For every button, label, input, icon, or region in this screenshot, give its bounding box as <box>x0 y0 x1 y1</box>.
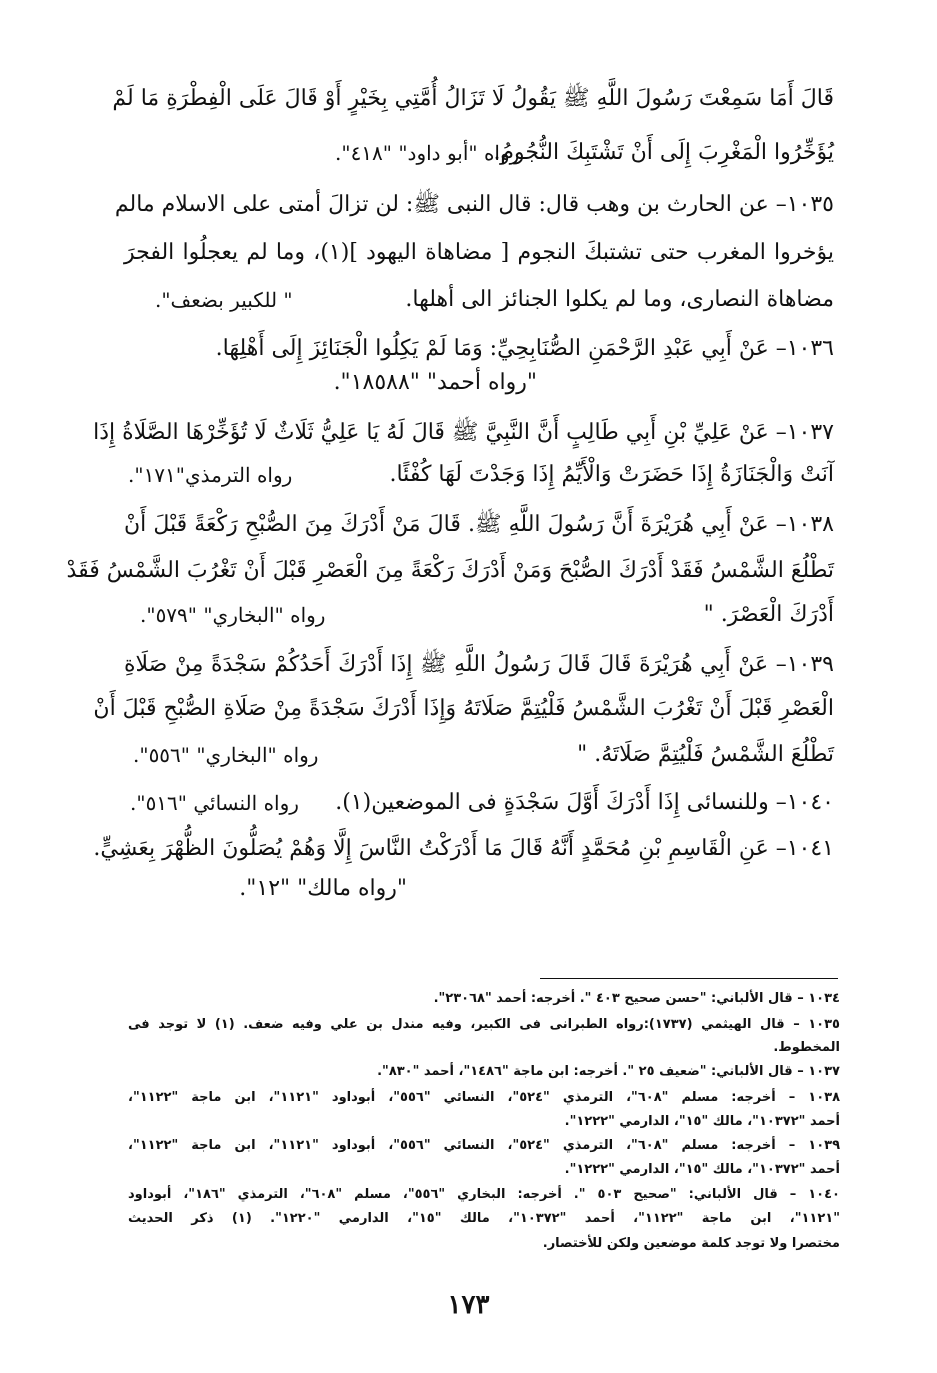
hadith-line: ١٠٤١– عَنِ الْقَاسِمِ بْنِ مُحَمَّدٍ أَنَّهُ قَالَ مَا أَدْرَكْتُ النَّاسَ إِلَّا وَهُمْ يُصَلُّونَ الظُّهْرَ بِعَشِيٍّ. <box>93 836 834 861</box>
hadith-reference: رواه الترمذي"١٧١". <box>128 463 293 487</box>
hadith-line: آنَتْ وَالْجَنَازَةُ إِذَا حَضَرَتْ وَالْأَيِّمُ إِذَا وَجَدْتَ لَهَا كُفْئًا. <box>389 462 834 487</box>
hadith-line: ١٠٤٠– وللنسائى إِذَا أَدْرَكَ أَوَّلَ سَجْدَةٍ فى الموضعين(١). <box>335 790 834 815</box>
hadith-reference: رواه النسائي "٥١٦". <box>130 791 299 815</box>
hadith-line: قَالَ أَمَا سَمِعْتَ رَسُولَ اللَّهِ ﷺ يَقُولُ لَا تَزَالُ أُمَّتِي بِخَيْرٍ أَوْ قَالَ عَلَى الْفِطْرَةِ مَا لَمْ <box>112 86 834 111</box>
footnote-line: المخطوط. <box>773 1040 840 1055</box>
hadith-reference: "رواه مالك" "١٢". <box>239 876 407 901</box>
footnote-line: ١٠٣٧ – قال الألباني: "ضعيف ٢٥ ". أخرجه: ابن ماجة "١٤٨٦"، أحمد "٨٣٠". <box>377 1064 840 1079</box>
hadith-line: يُؤَخِّرُوا الْمَغْرِبَ إِلَى أَنْ تَشْتَبِكَ النُّجُومُ. <box>493 140 834 165</box>
footnote-line: ١٠٣٤ – قال الألباني: "حسن صحيح ٤٠٣ ". أخرجه: أحمد "٢٣٠٦٨". <box>433 991 840 1006</box>
hadith-line: الْعَصْرِ قَبْلَ أَنْ تَغْرُبَ الشَّمْسُ فَلْيُتِمَّ صَلَاتَهُ وَإِذَا أَدْرَكَ سَجْدَةً مِنْ صَلَاةِ الصُّبْحِ قَبْلَ أَنْ <box>93 696 834 721</box>
hadith-line: مضاهاة النصارى، وما لم يكلوا الجنائز الى أهلها. <box>405 287 834 312</box>
hadith-line: ١٠٣٨– عَنْ أَبِي هُرَيْرَةَ أَنَّ رَسُولَ اللَّهِ ﷺ. قَالَ مَنْ أَدْرَكَ مِنَ الصُّبْحِ رَكْعَةً قَبْلَ أَنْ <box>124 512 834 537</box>
hadith-line: ١٠٣٧– عَنْ عَلِيِّ بْنِ أَبِي طَالِبٍ أَنَّ النَّبِيَّ ﷺ قَالَ لَهُ يَا عَلِيُّ ثَلَاثٌ لَا تُؤَخِّرْهَا الصَّلَاةُ إِذَا <box>93 420 834 445</box>
page-number: ١٧٣ <box>447 1290 490 1320</box>
hadith-line: تَطْلُعَ الشَّمْسُ فَلْيُتِمَّ صَلَاتَهُ. " <box>577 742 834 767</box>
footnote-line: "١١٢١"، ابن ماجة "١١٢٢"، أحمد "١٠٣٧٢"، مالك "١٥"، الدارمي "١٢٢٠". (١) ذكر الحديث <box>128 1211 841 1226</box>
hadith-line: أَدْرَكَ الْعَصْرَ. " <box>703 602 834 627</box>
hadith-line: ١٠٣٦– عَنْ أَبِي عَبْدِ الرَّحْمَنِ الصُّنَابِحِيِّ: وَمَا لَمْ يَكِلُوا الْجَنَائِزَ إِلَى أَهْلِهَا. <box>215 336 834 361</box>
footnote-separator <box>540 978 838 979</box>
footnote-line: ١٠٣٥ – قال الهيثمي (١٧٣٧):رواه الطبرانى فى الكبير، وفيه مندل بن علي وفيه ضعف. (١) لا توجد فى <box>128 1017 840 1032</box>
hadith-reference: رواه "البخاري" "٥٧٩". <box>140 603 326 627</box>
hadith-reference: رواه "أبو داود" "٤١٨". <box>335 141 520 165</box>
hadith-reference: " للكبير بضعف". <box>155 288 293 312</box>
footnote-line: أحمد "١٠٣٧٢"، مالك "١٥"، الدارمي "١٢٢٢". <box>564 1162 840 1177</box>
footnote-line: ١٠٤٠ – قال الألباني: "صحيح ٥٠٣ ". أخرجه: البخاري "٥٥٦"، مسلم "٦٠٨"، الترمذي "١٨٦"، أبوداود <box>128 1187 840 1202</box>
footnote-line: ١٠٣٨ – أخرجه: مسلم "٦٠٨"، الترمذي "٥٢٤"، النسائي "٥٥٦"، أبوداود "١١٢١"، ابن ماجة "١١٢٢"، <box>128 1090 841 1105</box>
hadith-line: تَطْلُعَ الشَّمْسُ فَقَدْ أَدْرَكَ الصُّبْحَ وَمَنْ أَدْرَكَ رَكْعَةً مِنَ الْعَصْرِ قَبْلَ أَنْ تَغْرُبَ الشَّمْسُ فَقَدْ <box>66 558 834 583</box>
hadith-reference: رواه "البخاري" "٥٥٦". <box>133 743 319 767</box>
hadith-line: ١٠٣٥– عن الحارث بن وهب قال: قال النبى ﷺ: لن تزالَ أمتى على الاسلام مالم <box>114 192 834 217</box>
hadith-line: ١٠٣٩– عَنْ أَبِي هُرَيْرَةَ قَالَ قَالَ رَسُولُ اللَّهِ ﷺ إِذَا أَدْرَكَ أَحَدُكُمْ سَجْدَةً مِنْ صَلَاةِ <box>124 652 834 677</box>
footnote-line: ١٠٣٩ – أخرجه: مسلم "٦٠٨"، الترمذي "٥٢٤"، النسائي "٥٥٦"، أبوداود "١١٢١"، ابن ماجة "١١٢٢"، <box>128 1138 841 1153</box>
hadith-reference: "رواه أحمد" "١٨٥٨٨". <box>333 370 537 395</box>
footnote-line: مختصرا ولا توجد كلمة موضعين ولكن للأختصار. <box>542 1236 840 1251</box>
hadith-line: يؤخروا المغرب حتى تشتبكَ النجوم [ مضاهاة اليهود ](١)، وما لم يعجلُوا الفجرَ <box>124 240 834 265</box>
footnote-line: أحمد "١٠٣٧٢"، مالك "١٥"، الدارمي "١٢٢٢". <box>564 1114 840 1129</box>
